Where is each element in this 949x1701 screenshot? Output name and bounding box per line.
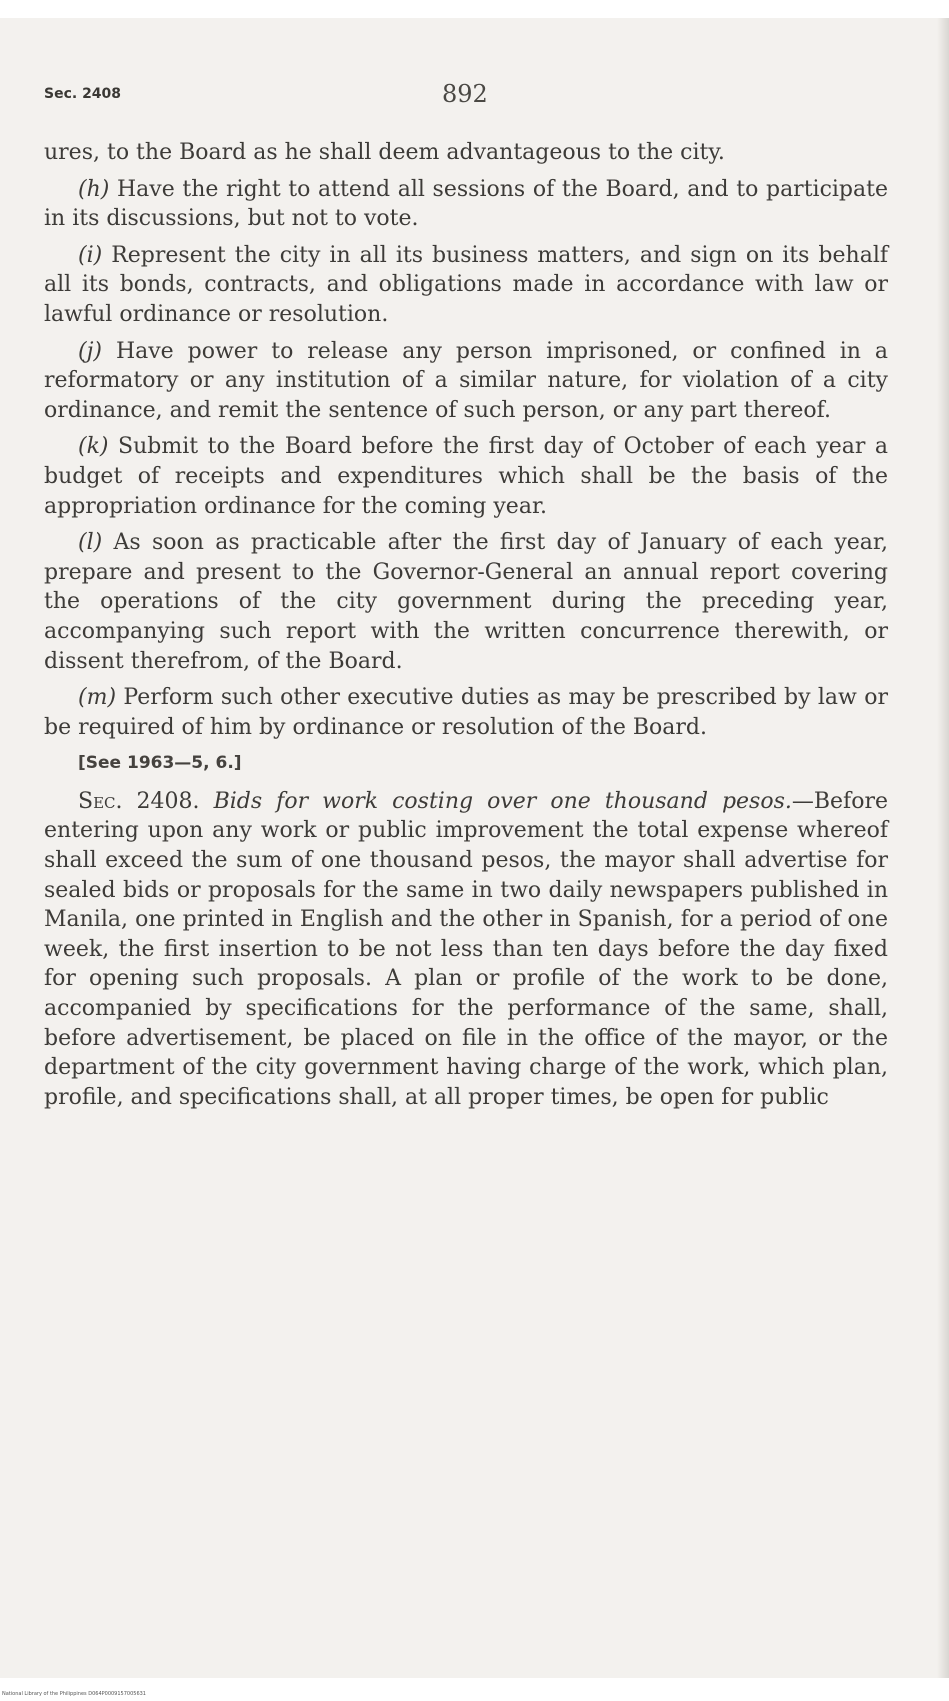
citation: [See 1963—5, 6.]	[78, 753, 242, 774]
paragraph-letter: (j)	[78, 338, 102, 364]
paragraph-letter: (h)	[78, 176, 110, 202]
paragraph-m	[44, 683, 888, 742]
paragraph-text: Represent the city in all its business matters, and sign on its behalf all its bonds, contracts, and obligations made in accordance with law or lawful ordinance or resolution.	[44, 242, 888, 327]
body-text	[44, 138, 888, 1119]
paragraph-h	[44, 175, 888, 234]
paragraph-continuation	[44, 138, 888, 168]
paragraph-letter: (k)	[78, 434, 109, 460]
page-header	[44, 80, 889, 110]
paragraph-text: Submit to the Board before the first day of October of each year a budget of receipts and expenditures which shall be the basis of the appropriation ordinance for the coming year.	[44, 434, 888, 519]
section-title: Bids for work costing over one thousand pesos.	[213, 788, 792, 814]
section-text: —Before entering upon any work or public improvement the total expense whereof shall exceed the sum of one thousand pesos, the mayor shall advertise for sealed bids or proposals for the same in two daily newspapers published in Manila, one printed in English and the other in Spanish, for a period of one week, the first insertion to be not less than ten days before the day fixed for opening such proposals. A plan or profile of the work to be done, accompanied by specifications for the performance of the same, shall, before advertisement, be placed on file in the office of the mayor, or the department of the city government having charge of the work, which plan, profile, and specifications shall, at all proper times, be open for public	[44, 788, 888, 1110]
paragraph-text: As soon as practicable after the first day of January of each year, prepare and present to the Governor-General an annual report covering the operations of the city government during the preceding year, accompanying such report with the written concurrence therewith, or dissent therefrom, of the Board.	[44, 530, 888, 674]
paragraph-i	[44, 241, 888, 330]
paragraph-letter: (i)	[78, 242, 103, 268]
running-head-section: Sec. 2408	[44, 86, 122, 102]
paragraph-text: Have the right to attend all sessions of the Board, and to participate in its discussions, but not to vote.	[44, 176, 888, 232]
paragraph-j	[44, 337, 888, 426]
page-number: 892	[442, 80, 488, 108]
scan-footer: National Library of the Philippines D064P0009157005631	[2, 1691, 146, 1697]
paragraph-text: ures, to the Board as he shall deem advantageous to the city.	[44, 140, 725, 165]
section-2408	[44, 787, 888, 1113]
paragraph-letter: (l)	[78, 530, 103, 556]
page-edge-shadow	[937, 18, 949, 1678]
paragraph-k	[44, 432, 888, 521]
section-number: Sec. 2408.	[78, 788, 200, 814]
paragraph-text: Perform such other executive duties as may be prescribed by law or be required of him by ordinance or resolution of the Board.	[44, 685, 888, 740]
paragraph-text: Have power to release any person imprisoned, or confined in a reformatory or any institution of a similar nature, for violation of a city ordinance, and remit the sentence of such person, or any part thereof.	[44, 338, 888, 423]
paragraph-letter: (m)	[78, 685, 117, 711]
paragraph-l	[44, 528, 888, 676]
